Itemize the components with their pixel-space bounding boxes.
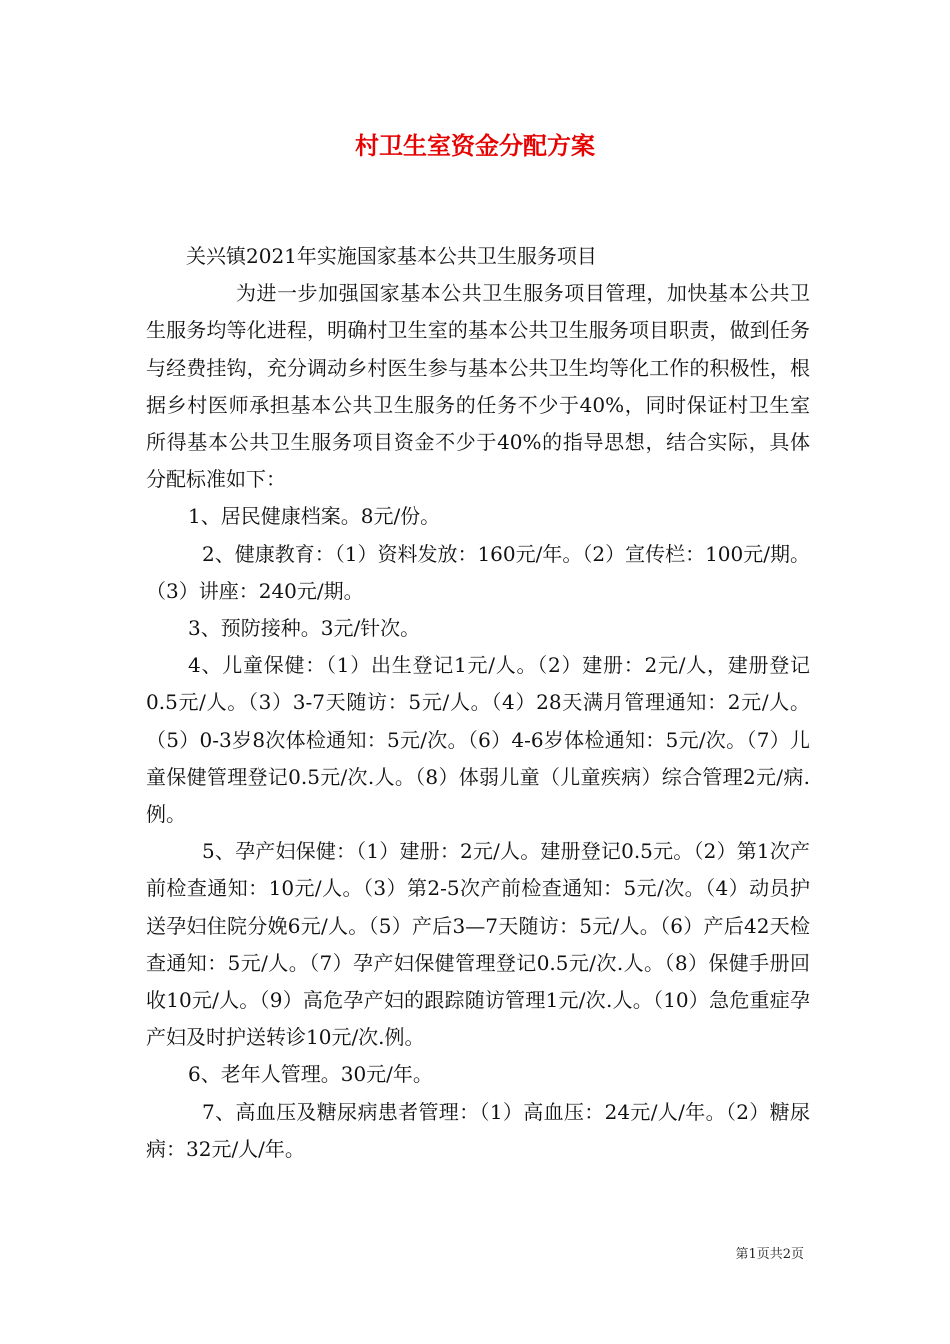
document-body [146, 238, 810, 1168]
purpose-paragraph: 为进一步加强国家基本公共卫生服务项目管理，加快基本公共卫生服务均等化进程，明确村卫生室的基本公共卫生服务项目职责，做到任务与经费挂钩，充分调动乡村医生参与基本公共卫生均等化工作的积极性，根据乡村医师承担基本公共卫生服务的任务不少于40%，同时保证村卫生室所得基本公共卫生服务项目资金不少于40%的指导思想，结合实际，具体分配标准如下： [146, 281, 810, 492]
item-maternal-care: 5、孕产妇保健：（1）建册：2元/人。建册登记0.5元。（2）第1次产前检查通知：10元/人。（3）第2-5次产前检查通知：5元/次。（4）动员护送孕妇住院分娩6元/人。（5）产后3—7天随访：5元/人。（6）产后42天检查通知：5元/人。（7）孕产妇保健管理登记0.5元/次.人。（8）保健手册回收10元/人。（9）高危孕产妇的跟踪随访管理1元/次.人。（10）急危重症孕产妇及时护送转诊10元/次.例。 [146, 839, 810, 1050]
document-title: 村卫生室资金分配方案 [355, 131, 595, 160]
item-health-education: 2、健康教育：（1）资料发放：160元/年。（2）宣传栏：100元/期。（3）讲座：240元/期。 [146, 541, 810, 603]
item-elderly-management: 6、老年人管理。30元/年。 [188, 1062, 433, 1087]
intro-line: 关兴镇2021年实施国家基本公共卫生服务项目 [186, 244, 597, 268]
item-child-care: 4、儿童保健：（1）出生登记1元/人。（2）建册：2元/人，建册登记0.5元/人。（3）3-7天随访：5元/人。（4）28天满月管理通知：2元/人。（5）0-3岁8次体检通知：5元/次。（6）4-6岁体检通知：5元/次。（7）儿童保健管理登记0.5元/次.人。（8）体弱儿童（儿童疾病）综合管理2元/病.例。 [146, 653, 810, 827]
page-number: 第1页共2页 [735, 1247, 804, 1262]
item-vaccination: 3、预防接种。3元/针次。 [188, 616, 421, 641]
item-health-records: 1、居民健康档案。8元/份。 [188, 504, 441, 529]
item-chronic-disease: 7、高血压及糖尿病患者管理：（1）高血压：24元/人/年。（2）糖尿病：32元/人/年。 [146, 1099, 810, 1161]
